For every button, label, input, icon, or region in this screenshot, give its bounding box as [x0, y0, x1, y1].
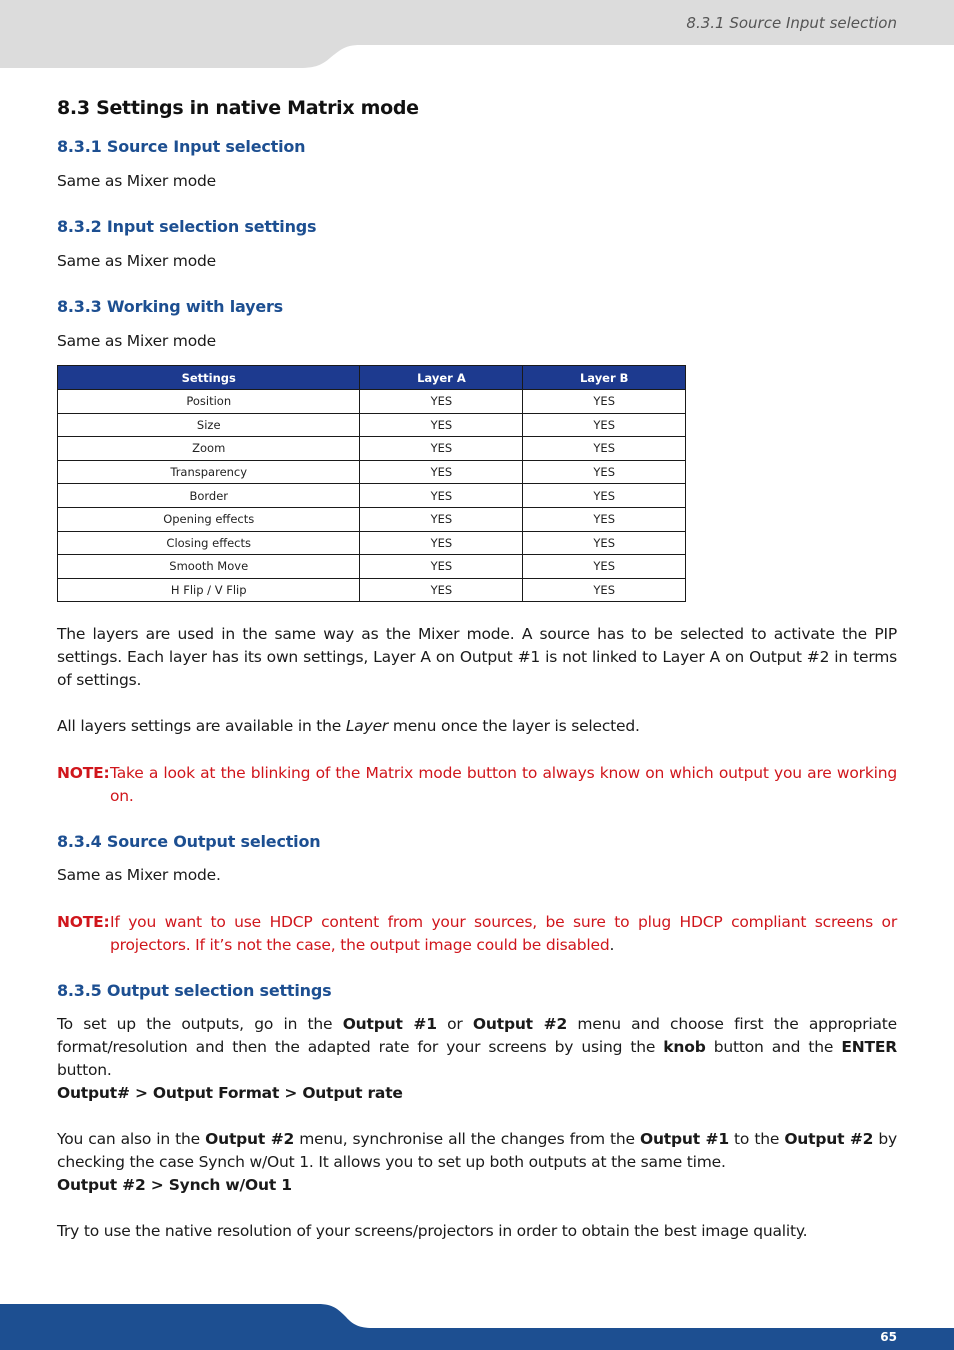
table-cell: Closing effects: [58, 531, 360, 555]
table-cell: YES: [523, 531, 686, 555]
table-cell: YES: [523, 413, 686, 437]
table-header-cell: Layer B: [523, 366, 686, 390]
output-2-term: Output #2: [472, 1015, 568, 1034]
output-1-term: Output #1: [342, 1015, 437, 1034]
table-cell: YES: [360, 460, 523, 484]
table-cell: Opening effects: [58, 507, 360, 531]
table-cell: Position: [58, 390, 360, 414]
footer-band: [0, 1304, 954, 1350]
running-header: 8.3.1 Source Input selection: [686, 14, 897, 32]
text-run: menu once the layer is selected.: [388, 717, 640, 736]
table-row: [58, 437, 686, 461]
menu-path-output-rate: [57, 1082, 897, 1105]
table-cell: YES: [523, 555, 686, 579]
body-8-3-2: Same as Mixer mode: [57, 252, 216, 270]
note-text: If you want to use HDCP content from your sources, be sure to plug HDCP compliant screens or projectors. If it’s not the case, the output image could be disabled: [110, 913, 897, 955]
table-cell: YES: [360, 484, 523, 508]
table-cell: H Flip / V Flip: [58, 578, 360, 602]
menu-path-synch: [57, 1174, 897, 1197]
table-cell: YES: [360, 437, 523, 461]
layer-settings-table: [57, 365, 686, 602]
table-row: [58, 531, 686, 555]
output-2-term: Output #2: [205, 1130, 295, 1149]
table-row: [58, 484, 686, 508]
heading-8-3-5: 8.3.5 Output selection settings: [57, 981, 332, 1001]
table-row: [58, 460, 686, 484]
table-header-cell: Layer A: [360, 366, 523, 390]
table-cell: YES: [523, 484, 686, 508]
table-cell: YES: [523, 437, 686, 461]
table-cell: YES: [360, 507, 523, 531]
menu-path: Output# > Output Format > Output rate: [57, 1084, 403, 1103]
note-label: NOTE:: [57, 764, 110, 783]
text-run: You can also in the: [57, 1130, 206, 1149]
table-header-cell: Settings: [58, 366, 360, 390]
output-1-term: Output #1: [639, 1130, 729, 1149]
page-title: 8.3 Settings in native Matrix mode: [57, 97, 419, 119]
text-run: All layers settings are available in the: [57, 717, 346, 736]
enter-term: ENTER: [841, 1038, 898, 1057]
text-run: button and the: [705, 1038, 842, 1057]
table-cell: Zoom: [58, 437, 360, 461]
body-8-3-3: Same as Mixer mode: [57, 332, 216, 350]
note-text: Take a look at the blinking of the Matrix mode button to always know on which output you are working on.: [110, 764, 897, 806]
table-row: [58, 578, 686, 602]
table-cell: YES: [360, 531, 523, 555]
note-label: NOTE:: [57, 913, 110, 932]
table-cell: Size: [58, 413, 360, 437]
heading-8-3-4: 8.3.4 Source Output selection: [57, 832, 321, 852]
note-text-wrap: [110, 911, 897, 957]
text-run: button.: [57, 1061, 112, 1080]
heading-8-3-1: 8.3.1 Source Input selection: [57, 137, 306, 156]
note-matrix-button: [57, 762, 897, 808]
table-header-row: [58, 366, 686, 390]
table-cell: Smooth Move: [58, 555, 360, 579]
table-row: [58, 507, 686, 531]
layer-menu-name: Layer: [345, 717, 389, 736]
table-cell: Transparency: [58, 460, 360, 484]
table-cell: YES: [360, 390, 523, 414]
table-row: [58, 555, 686, 579]
table-cell: YES: [523, 578, 686, 602]
body-8-3-4: Same as Mixer mode.: [57, 866, 221, 885]
outputs-paragraph: [57, 1013, 897, 1082]
text-run: by checking the case Synch w/Out 1. It allows you to set up both outputs at the same time.: [57, 1130, 897, 1172]
table-cell: YES: [523, 507, 686, 531]
text-run: menu, synchronise all the changes from the: [294, 1130, 640, 1149]
heading-8-3-3: 8.3.3 Working with layers: [57, 297, 283, 316]
knob-term: knob: [663, 1038, 706, 1057]
layer-menu-paragraph: [57, 715, 897, 738]
body-8-3-1: Same as Mixer mode: [57, 172, 216, 190]
output-2-term: Output #2: [784, 1130, 874, 1149]
table-cell: YES: [360, 413, 523, 437]
page-number: 65: [880, 1330, 897, 1344]
text-run: or: [436, 1015, 473, 1034]
table-cell: YES: [360, 555, 523, 579]
note-end: .: [609, 936, 615, 955]
page-content: [57, 96, 897, 1243]
table-cell: Border: [58, 484, 360, 508]
header-band: [0, 0, 954, 69]
sync-paragraph: [57, 1128, 897, 1174]
text-run: To set up the outputs, go in the: [57, 1015, 343, 1034]
table-cell: YES: [523, 460, 686, 484]
native-resolution-paragraph: Try to use the native resolution of your screens/projectors in order to obtain the best image quality.: [57, 1222, 808, 1241]
table-cell: YES: [523, 390, 686, 414]
text-run: menu and choose first the appropriate format/resolution and then the adapted rate for your screens by using the: [57, 1015, 897, 1057]
text-run: to the: [728, 1130, 785, 1149]
layers-paragraph: The layers are used in the same way as the Mixer mode. A source has to be selected to activate the PIP settings. Each layer has its own settings, Layer A on Output #1 is not linked to Layer A on Output #2 in terms of settings.: [57, 625, 897, 690]
menu-path: Output #2 > Synch w/Out 1: [57, 1176, 292, 1195]
table-cell: YES: [360, 578, 523, 602]
table-row: [58, 390, 686, 414]
heading-8-3-2: 8.3.2 Input selection settings: [57, 217, 317, 236]
note-hdcp: [57, 911, 897, 957]
table-row: [58, 413, 686, 437]
